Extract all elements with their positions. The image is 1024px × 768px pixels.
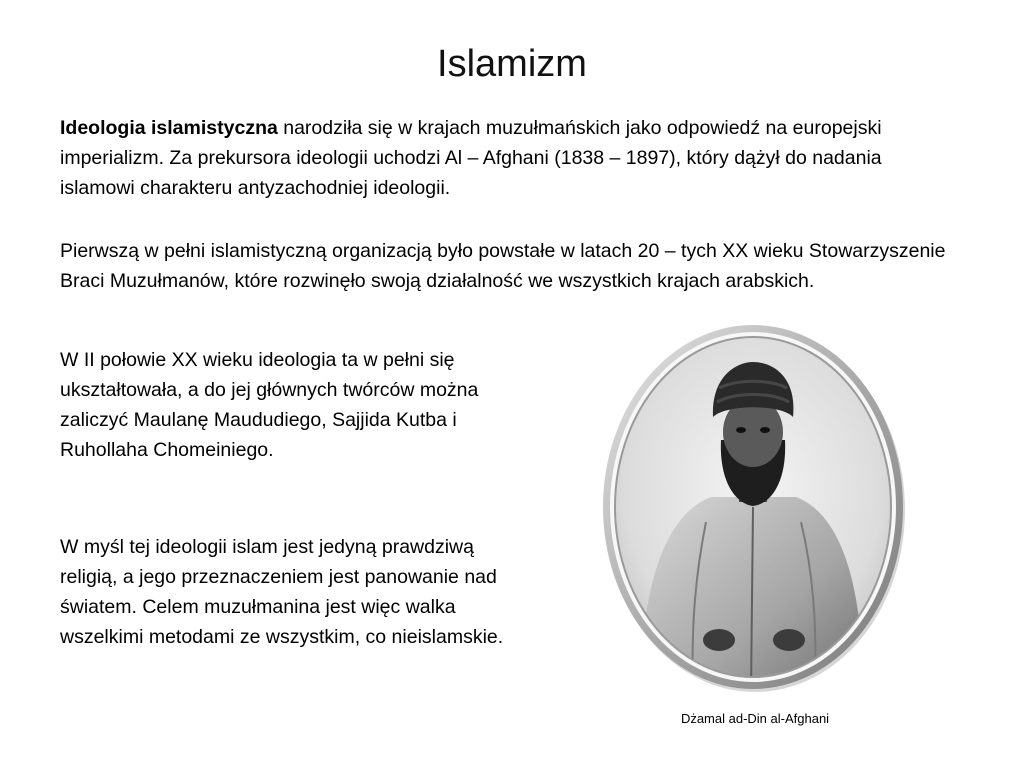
- portrait-caption: Dżamal ad-Din al-Afghani: [680, 711, 830, 726]
- portrait-image: [601, 322, 905, 692]
- slide-title: Islamizm: [437, 43, 587, 85]
- paragraph-ideology-goal: W myśl tej ideologii islam jest jedyną prawdziwą religią, a jego przeznaczeniem jest panowanie nad światem. Celem muzułmanina jest więc walka wszelkimi metodami ze wszystkim, co nieislamskie.: [60, 536, 504, 648]
- paragraph-intro-text: narodziła się w krajach muzułmańskich jako odpowiedź na europejski imperializm. Za prekursora ideologii uchodzi Al – Afghani (1838 – 1897), który dążył do nadania islamowi charakteru antyzachodniej ideologii.: [60, 117, 882, 199]
- paragraph-intro-lead: Ideologia islamistyczna: [60, 117, 278, 139]
- paragraph-intro: [60, 113, 960, 203]
- paragraph-ideologists: W II połowie XX wieku ideologia ta w pełni się ukształtowała, a do jej głównych twórców można zaliczyć Maulanę Maududiego, Sajjida Kutba i Ruhollaha Chomeiniego.: [60, 349, 479, 461]
- paragraph-muslim-brotherhood: Pierwszą w pełni islamistyczną organizacją było powstałe w latach 20 – tych XX wieku Stowarzyszenie Braci Muzułmanów, które rozwinęło swoją działalność we wszystkich krajach arabskich.: [60, 240, 946, 292]
